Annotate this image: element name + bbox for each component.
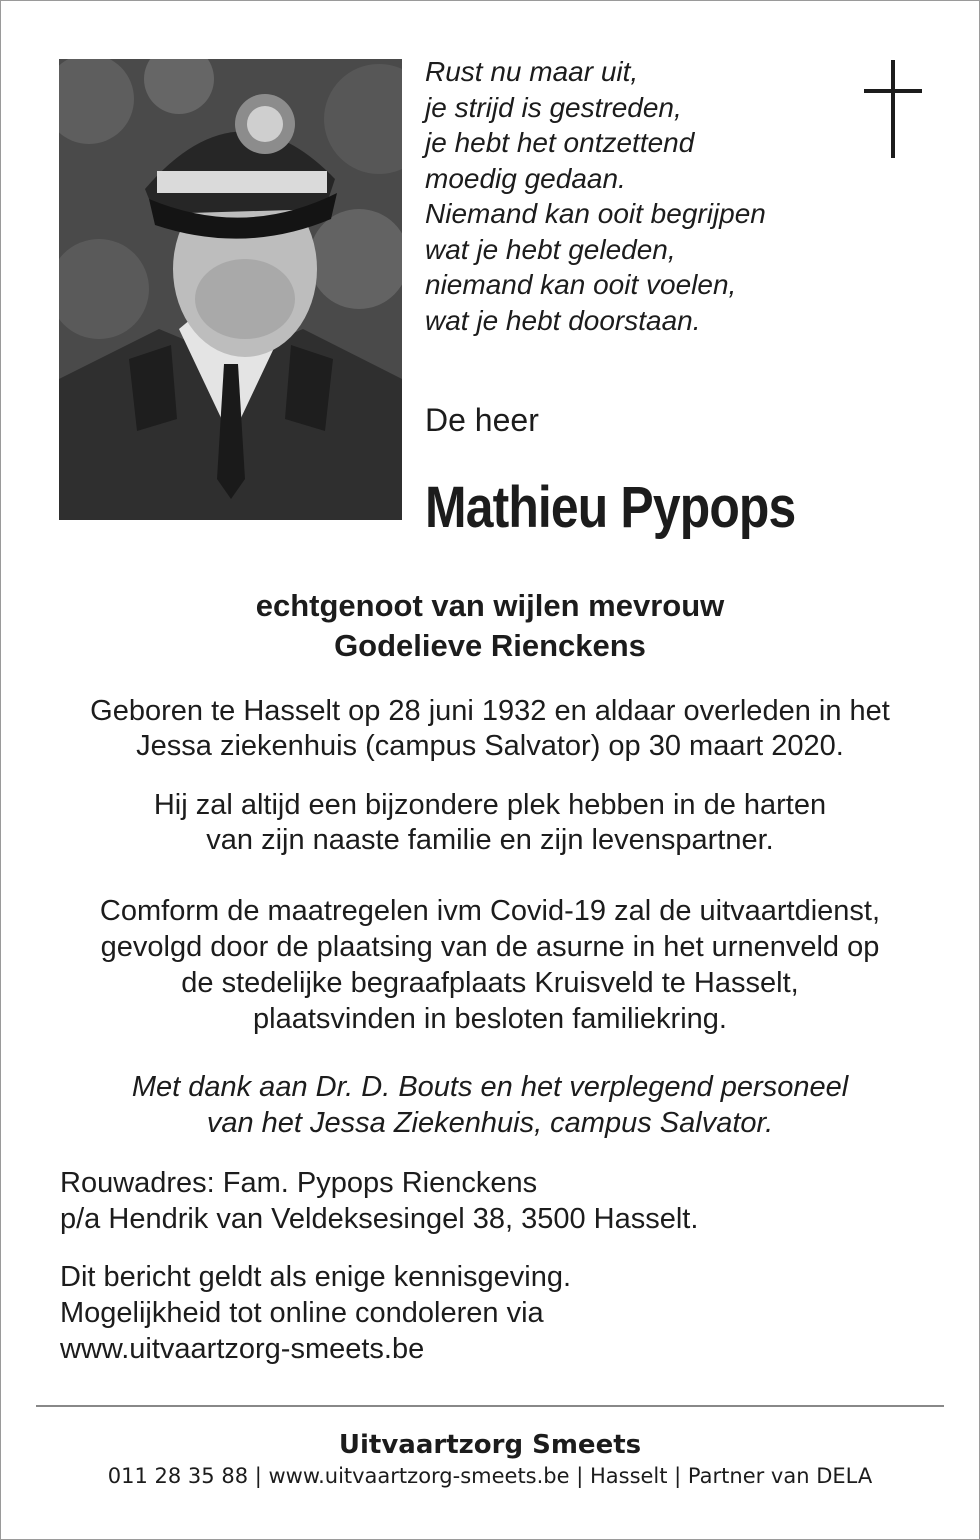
thanks-block [40,1069,940,1141]
portrait-photo [59,59,402,520]
poem-line: wat je hebt doorstaan. [425,304,701,336]
thanks-line: Met dank aan Dr. D. Bouts en het verplegend personeel [131,1071,849,1103]
memory-line: van zijn naaste familie en zijn levenspartner. [206,824,774,856]
poem-line: niemand kan ooit voelen, [425,269,737,300]
spouse-block [40,586,940,666]
poem-line: moedig gedaan. [425,162,626,194]
notice-line: Dit bericht geldt als enige kennisgeving. [60,1261,572,1293]
memory-block [40,788,940,858]
address-line: Rouwadres: Fam. Pypops Rienckens [60,1167,538,1199]
poem [425,54,845,338]
notice-line: Mogelijkheid tot online condoleren via [60,1297,544,1329]
cap-badge-center [247,106,283,142]
spouse-line: echtgenoot van wijlen mevrouw [255,588,725,623]
condolence-url: www.uitvaartzorg-smeets.be [60,1333,425,1365]
portrait-illustration [59,59,402,520]
ceremony-line: plaatsvinden in besloten familiekring. [253,1003,727,1035]
ceremony-line: Comform de maatregelen ivm Covid-19 zal de uitvaartdienst, [99,895,881,927]
collar-insignia-left [129,345,177,431]
poem-line: je hebt het ontzettend [425,127,695,158]
mourning-address [60,1165,698,1237]
cross-icon [864,60,922,160]
poem-line: Rust nu maar uit, [425,56,639,87]
ceremony-block [40,893,940,1037]
notice-block [60,1259,571,1367]
memory-line: Hij zal altijd een bijzondere plek hebben in de harten [153,789,827,821]
poem-line: je strijd is gestreden, [425,91,682,123]
face-shadow [195,259,295,339]
funeral-home-contact: 011 28 35 88 | www.uitvaartzorg-smeets.be | Hasselt | Partner van DELA [107,1464,873,1488]
poem-line: wat je hebt geleden, [425,233,676,265]
birth-line: Jessa ziekenhuis (campus Salvator) op 30 maart 2020. [136,730,844,762]
spouse-name: Godelieve Rienckens [334,628,646,663]
cap-band [157,171,327,193]
address-line: p/a Hendrik van Veldeksesingel 38, 3500 Hasselt. [60,1203,699,1235]
birth-death-block [40,694,940,764]
funeral-home-name: Uitvaartzorg Smeets [338,1430,642,1460]
deceased-name: Mathieu Pypops [425,475,796,540]
ceremony-line: de stedelijke begraafplaats Kruisveld te Hasselt, [181,967,799,999]
poem-line: Niemand kan ooit begrijpen [425,198,766,229]
thanks-line: van het Jessa Ziekenhuis, campus Salvator. [206,1107,774,1139]
birth-line: Geboren te Hasselt op 28 juni 1932 en aldaar overleden in het [90,695,890,727]
footer-divider [36,1405,944,1407]
cross-vertical-bar [891,60,895,158]
ceremony-line: gevolgd door de plaatsing van de asurne in het urnenveld op [100,931,880,963]
honorific: De heer [425,402,539,438]
cross-horizontal-bar [864,89,922,93]
collar-insignia-right [285,345,333,431]
